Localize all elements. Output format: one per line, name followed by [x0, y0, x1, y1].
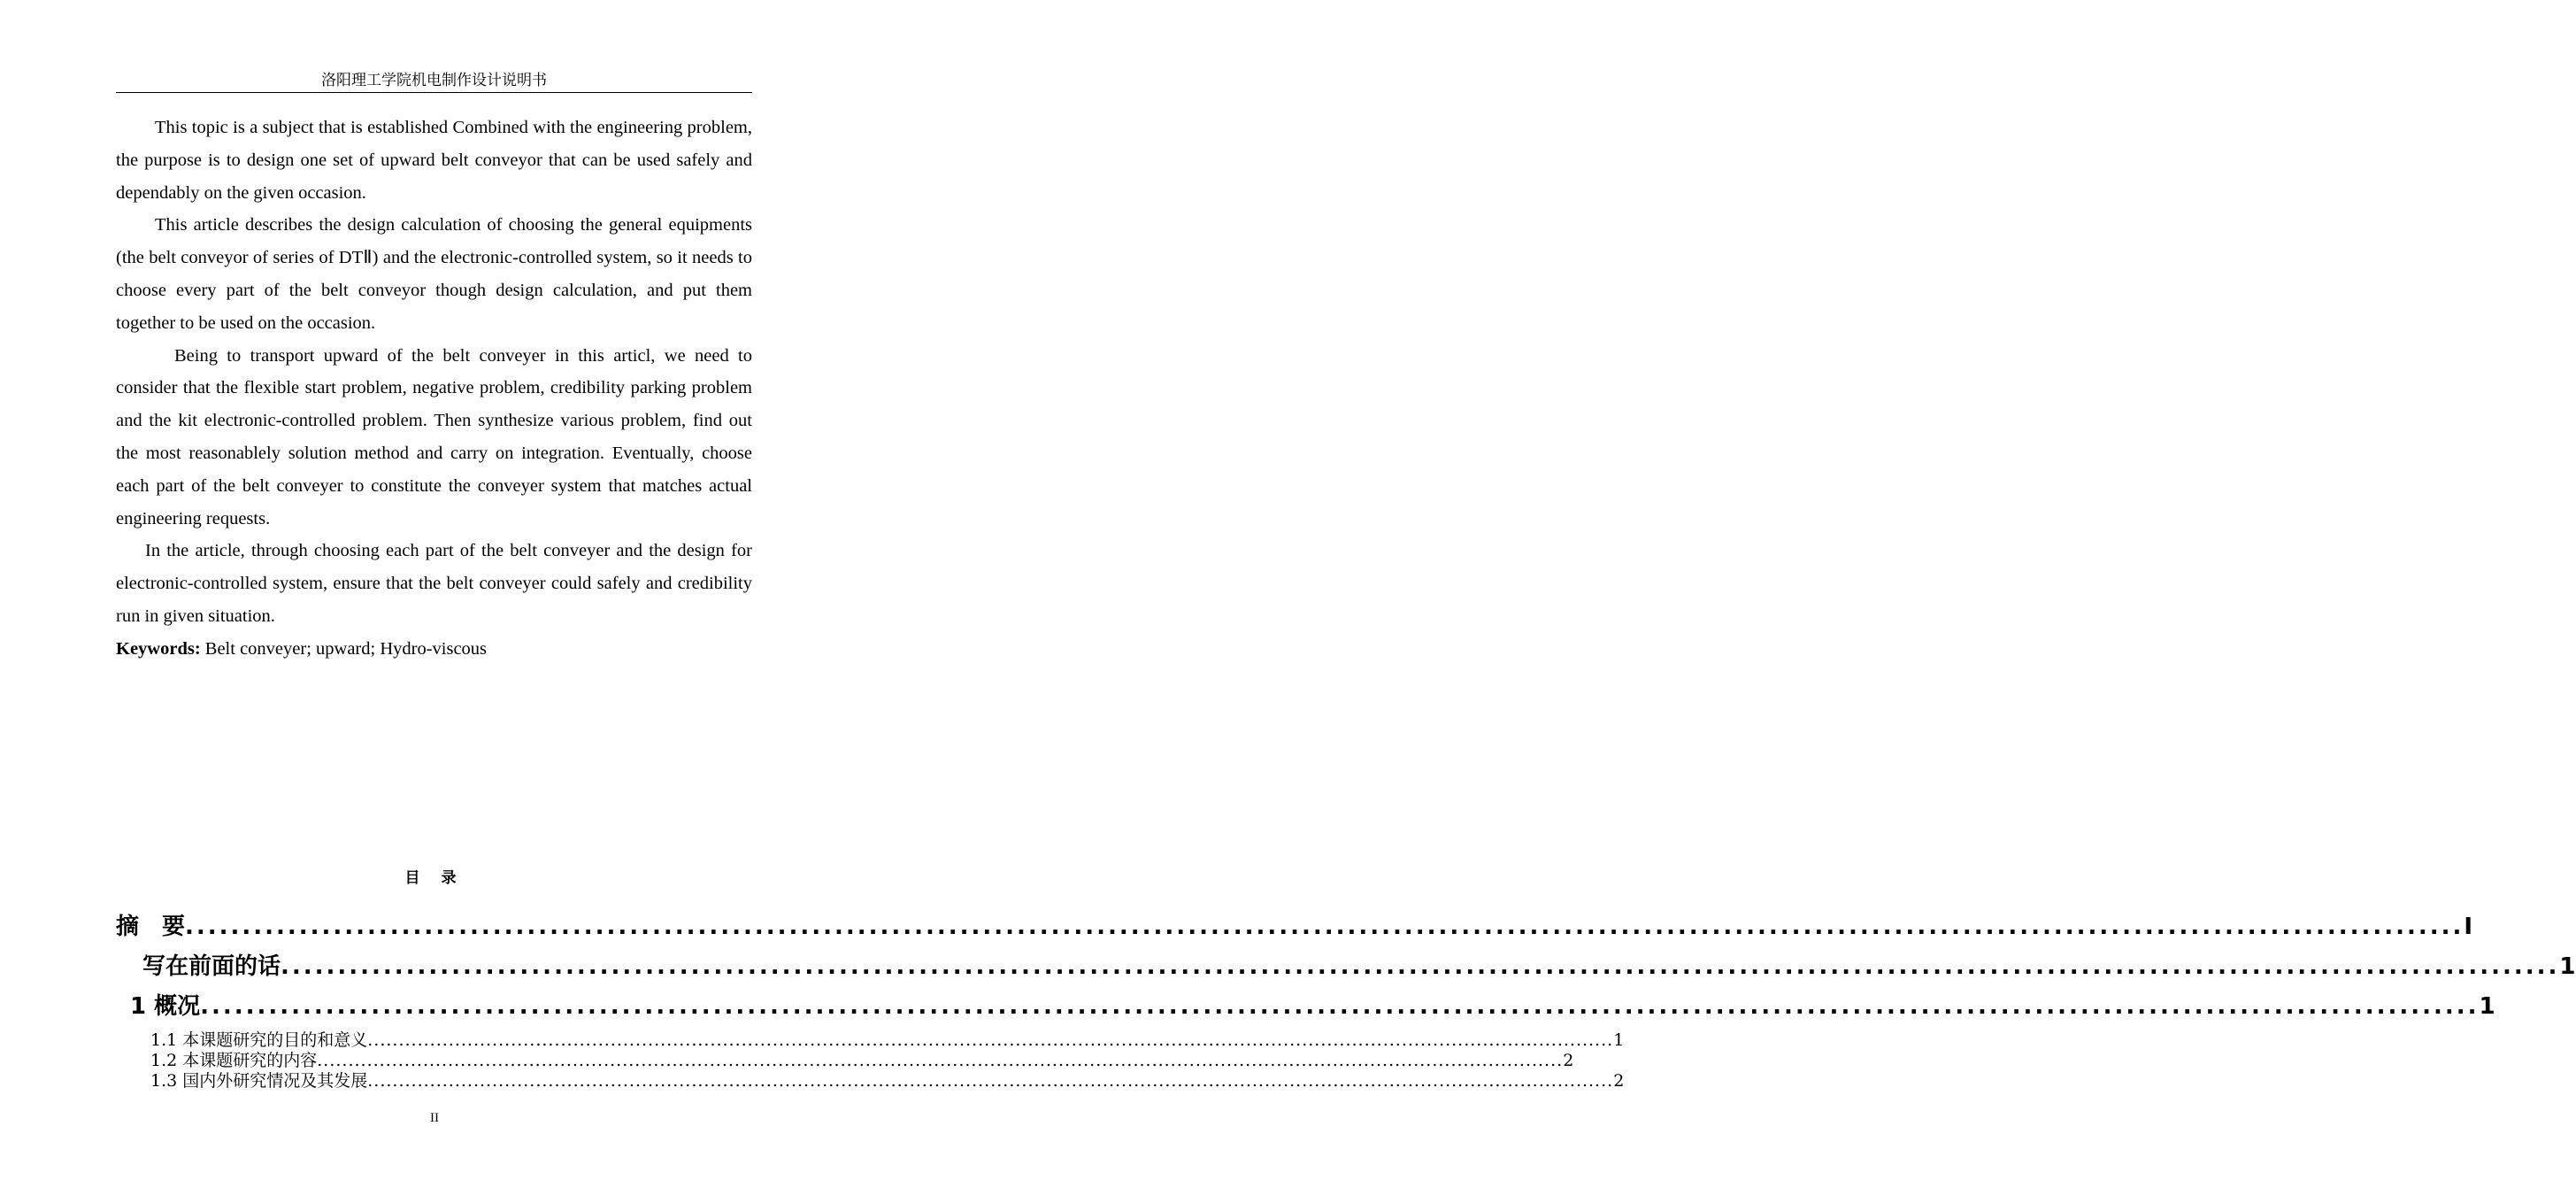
- toc-entry-page: 1: [2479, 993, 2495, 1020]
- keywords-value: Belt conveyer; upward; Hydro-viscous: [200, 638, 488, 659]
- running-header: 洛阳理工学院机电制作设计说明书: [116, 71, 752, 93]
- toc-entry-abstract[interactable]: [116, 908, 2473, 944]
- abstract-paragraph: Being to transport upward of the belt conveyer in this articl, we need to consider that the flexible start problem, negative problem, credibility parking problem and the kit electronic-controlled problem. Then synthesize various problem, find out the most reasonablely solution method and carry on integration. Eventually, choose each part of the belt conveyer to constitute the conveyer system that matches actual engineering requests.: [116, 345, 752, 528]
- toc-entry-page: 1: [2559, 953, 2576, 980]
- keywords-line: [116, 633, 752, 666]
- toc-entry-1-1[interactable]: [150, 1027, 1625, 1050]
- abstract-paragraph: This article describes the design calculation of choosing the general equipments (the belt conveyor of series of DTⅡ) and the electronic-controlled system, so it needs to choose every part of the belt conveyor though design calculation, and put them together to be used on the occasion.: [116, 215, 752, 333]
- abstract-paragraph: This topic is a subject that is established Combined with the engineering problem, the purpose is to design one set of upward belt conveyor that can be used safely and dependably on the given occasion.: [116, 118, 752, 203]
- toc-entry-overview[interactable]: [130, 988, 2495, 1023]
- toc-leader-dots: ........................................................................................................................................................................................................: [367, 1030, 1614, 1050]
- toc-entry-foreword[interactable]: [142, 948, 2576, 984]
- toc-leader-dots: ........................................................................................................................................................................................................: [200, 993, 2480, 1020]
- toc-leader-dots: ........................................................................................................................................................................................................: [185, 914, 2465, 940]
- toc-entry-page: I: [2464, 914, 2473, 940]
- toc-entry-label: 1.2 本课题研究的内容: [150, 1051, 318, 1070]
- toc-leader-dots: ........................................................................................................................................................................................................: [317, 1051, 1564, 1070]
- toc-entry-1-2[interactable]: [150, 1047, 1574, 1070]
- toc-entry-label: 1 概况: [130, 993, 201, 1020]
- keywords-label: Keywords:: [116, 638, 201, 659]
- toc-entry-page: 2: [1613, 1071, 1625, 1091]
- toc-leader-dots: ........................................................................................................................................................................................................: [367, 1071, 1614, 1091]
- toc-title: 目 录: [404, 869, 465, 887]
- toc-entry-page: 2: [1563, 1051, 1574, 1070]
- toc-entry-label: 1.1 本课题研究的目的和意义: [150, 1030, 368, 1050]
- toc-entry-1-3[interactable]: [150, 1068, 1625, 1091]
- abstract-section: [116, 112, 752, 666]
- toc-entry-label: 1.3 国内外研究情况及其发展: [150, 1071, 368, 1091]
- toc-entry-label: 写在前面的话: [142, 953, 281, 980]
- toc-entry-label: 摘 要: [116, 914, 186, 940]
- toc-entry-page: 1: [1613, 1030, 1625, 1050]
- page-number: II: [430, 1111, 439, 1125]
- abstract-paragraph: In the article, through choosing each part of the belt conveyer and the design for electronic-controlled system, ensure that the belt conveyer could safely and credibility run in given situation.: [116, 541, 752, 626]
- toc-leader-dots: ........................................................................................................................................................................................................: [281, 953, 2560, 980]
